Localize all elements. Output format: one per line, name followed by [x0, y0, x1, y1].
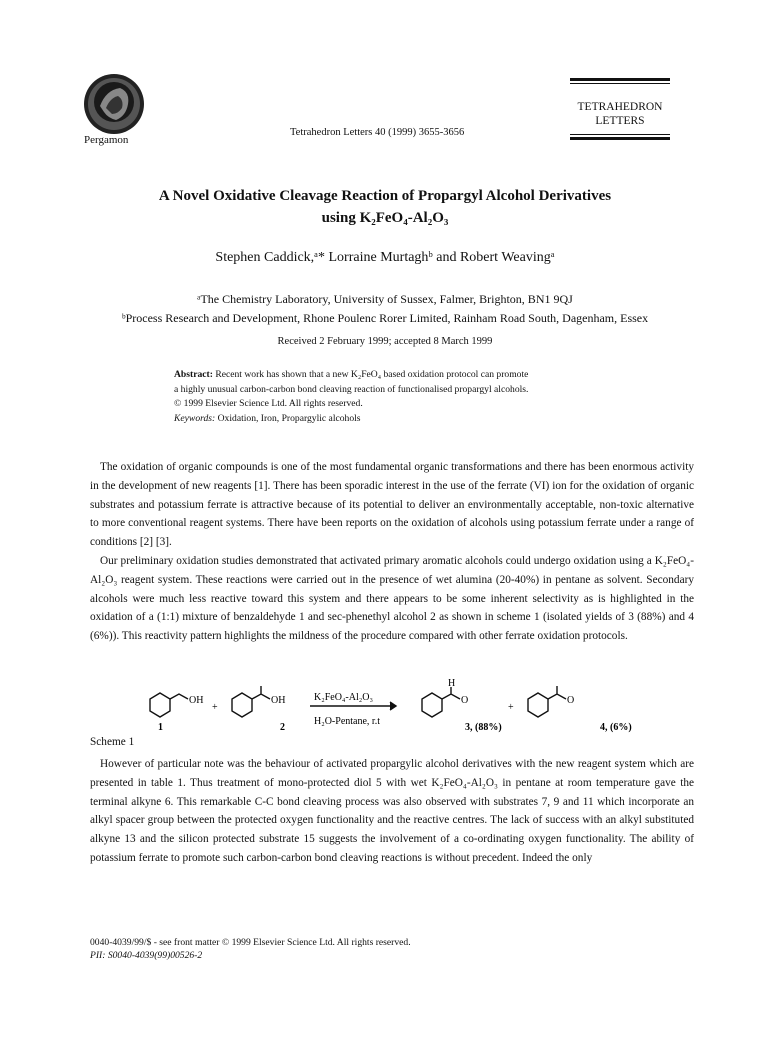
- abstract-label: Abstract:: [174, 369, 213, 380]
- journal-name-line1: TETRAHEDRON: [577, 101, 663, 113]
- received-dates: Received 2 February 1999; accepted 8 March 1999: [277, 336, 493, 347]
- paragraph-3: However of particular note was the behaviour of activated propargylic alcohol derivatives with the new reagent system which are presented in table 1. Thus treatment of mono-protected diol 5 with wet K₂FeO₄-Al₂O₃ in pentane at room temperature gave the terminal alkyne 6. This remarkable C-C bond cleaving process was also observed with substrates 7, 9 and 11 which incorporate an alkyl spacer group between the protected oxygen functionality and the reactive centres. The lack of success with an alkyl substituted alkyne 13 and the silicon protected substrate 15 suggests the involvement of a co-ordinating oxygen functionality. The ability of potassium ferrate to promote such carbon-carbon bond cleaving reactions is without precedent. Indeed the only: [90, 758, 694, 864]
- journal-name: [570, 100, 670, 128]
- footer-issn: 0040-4039/99/$ - see front matter © 1999 Elsevier Science Ltd. All rights reserved.: [90, 937, 411, 948]
- authors: Stephen Caddick,ᵃ* Lorraine Murtaghᵇ and Robert Weavingᵃ: [215, 250, 555, 265]
- affiliation-b: ᵇProcess Research and Development, Rhone Poulenc Rorer Limited, Rainham Road South, Dagenham, Essex: [121, 311, 649, 325]
- journal-citation: Tetrahedron Letters 40 (1999) 3655-3656: [290, 127, 465, 138]
- benzene-ring-3: [422, 693, 442, 717]
- paragraph-1: The oxidation of organic compounds is one of the most fundamental organic transformations and there has been enormous activity in the development of new reagents [1]. There has been sporadic interest in the use of the ferrate (VI) ion for the oxidation of organic substrates and potassium ferrate is attractive because of its potential to deliver an environmentally acceptable, non-toxic alternative to more conventional reagent systems. There have been reports on the oxidation of alcohols using potassium ferrate under a range of conditions [2] [3].: [90, 461, 694, 549]
- body-upper: [90, 458, 694, 646]
- compound-2-label: 2: [280, 722, 285, 733]
- oh-label-1: OH: [189, 695, 204, 706]
- scheme-1: [130, 678, 690, 734]
- abstract-copyright: © 1999 Elsevier Science Ltd. All rights reserved.: [174, 398, 363, 409]
- conditions-label: H₂O-Pentane, r.t: [314, 716, 380, 727]
- publisher-name: Pergamon: [84, 134, 129, 146]
- keywords: [174, 412, 614, 427]
- benzene-ring-4: [528, 693, 548, 717]
- hydrogen-label: H: [448, 678, 456, 689]
- benzene-ring-1: [150, 693, 170, 717]
- keywords-label: Keywords:: [174, 412, 216, 424]
- journal-name-line2: LETTERS: [595, 115, 645, 127]
- benzene-ring-2: [232, 693, 252, 717]
- paragraph-2: Our preliminary oxidation studies demonstrated that activated primary aromatic alcohols could undergo oxidation using a K₂FeO₄-Al₂O₃ reagent system. These reactions were carried out in the presence of wet alumina (20-40%) in pentane as solvent. Secondary alcohols were much less reactive toward this system and there appears to be some inherent selectivity as is highlighted in the oxidation of a (1:1) mixture of benzaldehyde 1 and sec-phenethyl alcohol 2 as shown in scheme 1 (isolated yields of 3 (88%) and 4 (6%)). This reactivity pattern highlights the mildness of the procedure compared with other ferrate oxidation protocols.: [90, 554, 694, 643]
- scheme-caption: Scheme 1: [90, 736, 135, 748]
- publisher-logo: [82, 72, 146, 136]
- masthead-rule-top: [570, 78, 670, 81]
- body-lower: [90, 755, 694, 868]
- title-line1: A Novel Oxidative Cleavage Reaction of Propargyl Alcohol Derivatives: [158, 188, 612, 204]
- compound-1-label: 1: [158, 722, 163, 733]
- footer: [90, 936, 411, 962]
- compound-4-label: 4, (6%): [600, 722, 632, 733]
- plus-sign-2: +: [508, 702, 514, 713]
- masthead-rule-bottom-thin: [570, 134, 670, 135]
- oh-label-2: OH: [271, 695, 286, 706]
- abstract: [174, 368, 614, 426]
- footer-pii: PII: S0040-4039(99)00526-2: [90, 950, 203, 961]
- article-title: [60, 185, 710, 229]
- masthead-rule-bottom: [570, 137, 670, 140]
- compound-3-label: 3, (88%): [465, 722, 502, 733]
- abstract-line2: a highly unusual carbon-carbon bond cleaving reaction of functionalised propargyl alcohols.: [174, 383, 529, 395]
- journal-masthead: [570, 78, 670, 142]
- carbonyl-o-label-4: O: [567, 695, 575, 706]
- plus-sign-1: +: [212, 702, 218, 713]
- masthead-rule-top-thin: [570, 83, 670, 84]
- title-line2: using K₂FeO₄-Al₂O₃: [321, 210, 449, 226]
- carbonyl-o-label-3: O: [461, 695, 469, 706]
- abstract-text1: Recent work has shown that a new K₂FeO₄ based oxidation protocol can promote: [215, 369, 529, 380]
- keywords-text: Oxidation, Iron, Propargylic alcohols: [217, 412, 361, 424]
- reagent-label: K₂FeO₄-Al₂O₃: [314, 692, 373, 703]
- affiliation-a: ᵃThe Chemistry Laboratory, University of Sussex, Falmer, Brighton, BN1 9QJ: [197, 292, 573, 306]
- abstract-line1: [174, 368, 614, 383]
